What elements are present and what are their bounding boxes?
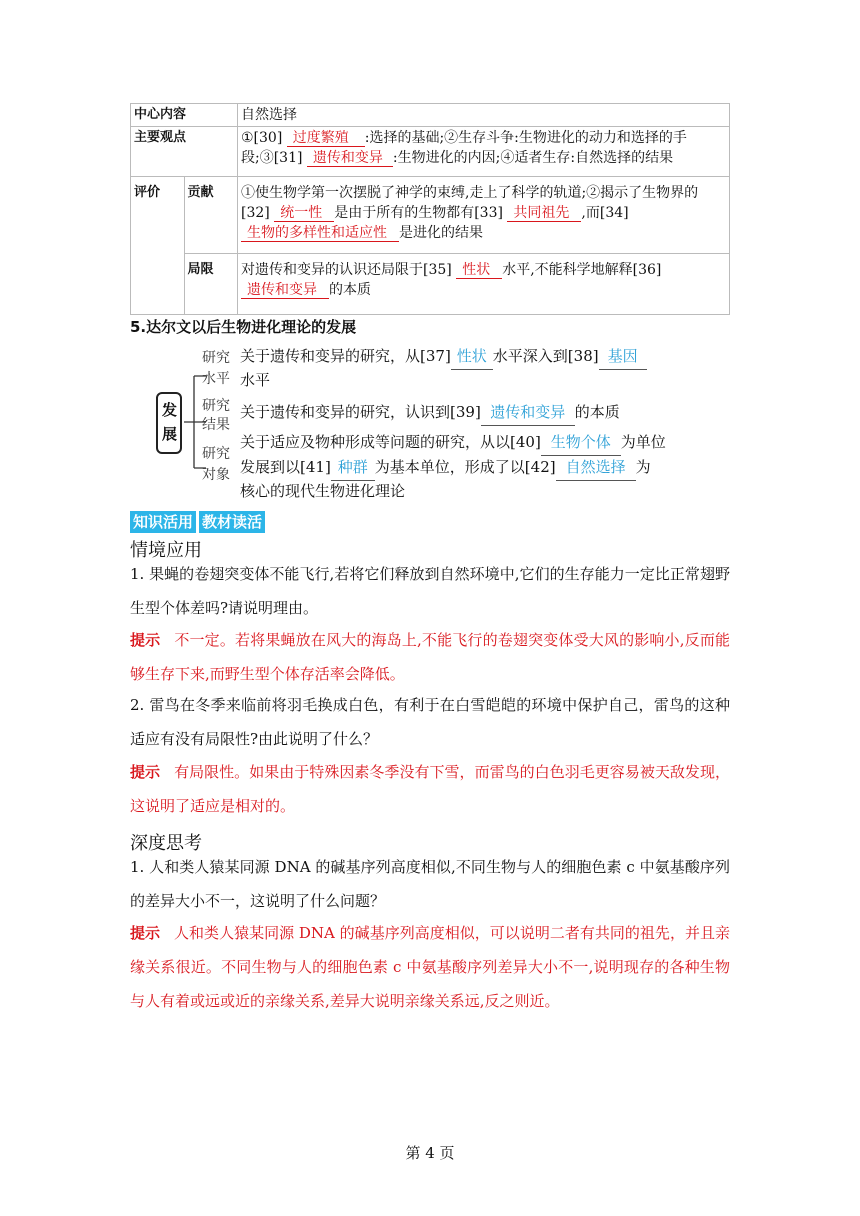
badge-textbook-read: 教材读活: [199, 511, 265, 533]
contribution-label: 贡献: [184, 177, 238, 254]
evaluation-label: 评价: [131, 177, 185, 315]
deep-q1: 1. 人和类人猿某同源 DNA 的碱基序列高度相似,不同生物与人的细胞色素 c 中氨基酸序列的差异大小不一，这说明了什么问题？: [130, 858, 730, 910]
answer-34: 生物的多样性和适应性: [241, 226, 399, 242]
diagram-row-4: 发展到以[41] 种群 为基本单位，形成了以[42] 自然选择 为: [240, 454, 651, 481]
diagram-row-1-cont: 水平: [240, 371, 271, 389]
contribution-content: ①使生物学第一次摆脱了神学的束缚,走上了科学的轨道;②揭示了生物界的[32] 统一性 是由于所有的生物都有[33] 共同祖先 ,而[34] 生物的多样性和适应性 是进化的结果: [238, 177, 730, 254]
diagram-row-5: 核心的现代生物进化理论: [240, 482, 406, 500]
center-content-label: 中心内容: [131, 104, 238, 127]
section-5-heading: 5.达尔文以后生物进化理论的发展: [130, 318, 357, 336]
main-views-content: ①[30] 过度繁殖 :选择的基础;②生存斗争:生物进化的动力和选择的手段;③[31] 遗传和变异 :生物进化的内因;④适者生存:自然选择的结果: [238, 127, 730, 177]
situation-q2: 2. 雷鸟在冬季来临前将羽毛换成白色，有利于在白雪皑皑的环境中保护自己，雷鸟的这种适应有没有局限性?由此说明了什么？: [130, 696, 730, 748]
label-research-object: 研究 对象: [202, 446, 230, 483]
answer-35: 性状: [456, 263, 502, 279]
page-footer: 第 4 页: [405, 1144, 455, 1162]
answer-31: 遗传和变异: [307, 151, 393, 167]
answer-40: 生物个体: [541, 429, 621, 456]
answer-42: 自然选择: [556, 454, 636, 481]
label-research-result: 研究 结果: [202, 398, 230, 433]
limitation-content: 对遗传和变异的认识还局限于[35] 性状 水平,不能科学地解释[36] 遗传和变异 的本质: [238, 254, 730, 315]
diagram-row-3: 关于适应及物种形成等问题的研究，从以[40] 生物个体 为单位: [240, 429, 666, 456]
diagram-row-1: 关于遗传和变异的研究，从[37] 性状 水平深入到[38] 基因: [240, 343, 647, 370]
answer-32: 统一性: [274, 206, 334, 222]
answer-30: 过度繁殖: [287, 131, 365, 147]
center-content-value: 自然选择: [238, 104, 730, 127]
hint-label: 提示: [130, 763, 161, 781]
hint-label: 提示: [130, 631, 161, 649]
section-badge: [130, 511, 265, 533]
answer-36: 遗传和变异: [241, 283, 329, 299]
badge-knowledge-apply: 知识活用: [130, 511, 196, 533]
label-research-level: 研究 水平: [202, 350, 230, 387]
answer-41: 种群: [331, 454, 375, 481]
deep-a1: 提示 人和类人猿某同源 DNA 的碱基序列高度相似，可以说明二者有共同的祖先，并且亲缘关系很近。不同生物与人的细胞色素 c 中氨基酸序列差异大小不一,说明现存的各种生物与人有着或远或近的亲缘关系,差异大说明亲缘关系远,反之则近。: [130, 924, 730, 1010]
answer-33: 共同祖先: [507, 206, 581, 222]
main-views-label: 主要观点: [131, 127, 238, 177]
situation-a1: 提示 不一定。若将果蝇放在风大的海岛上,不能飞行的卷翅突变体受大风的影响小,反而能够生存下来,而野生型个体存活率会降低。: [130, 631, 730, 683]
development-box: 发展: [156, 392, 182, 454]
situation-q1: 1. 果蝇的卷翅突变体不能飞行,若将它们释放到自然环境中,它们的生存能力一定比正常翅野生型个体差吗?请说明理由。: [130, 565, 730, 617]
deep-thinking-title: 深度思考: [130, 833, 202, 854]
hint-label: 提示: [130, 924, 161, 942]
situation-title: 情境应用: [130, 540, 202, 561]
answer-37: 性状: [451, 343, 493, 370]
summary-table: [130, 103, 730, 315]
answer-39: 遗传和变异: [481, 399, 575, 426]
answer-38: 基因: [599, 343, 647, 370]
diagram-row-2: 关于遗传和变异的研究，认识到[39] 遗传和变异 的本质: [240, 399, 620, 426]
limitation-label: 局限: [184, 254, 238, 315]
situation-a2: 提示 有局限性。如果由于特殊因素冬季没有下雪，而雷鸟的白色羽毛更容易被天敌发现，这说明了适应是相对的。: [130, 763, 730, 815]
